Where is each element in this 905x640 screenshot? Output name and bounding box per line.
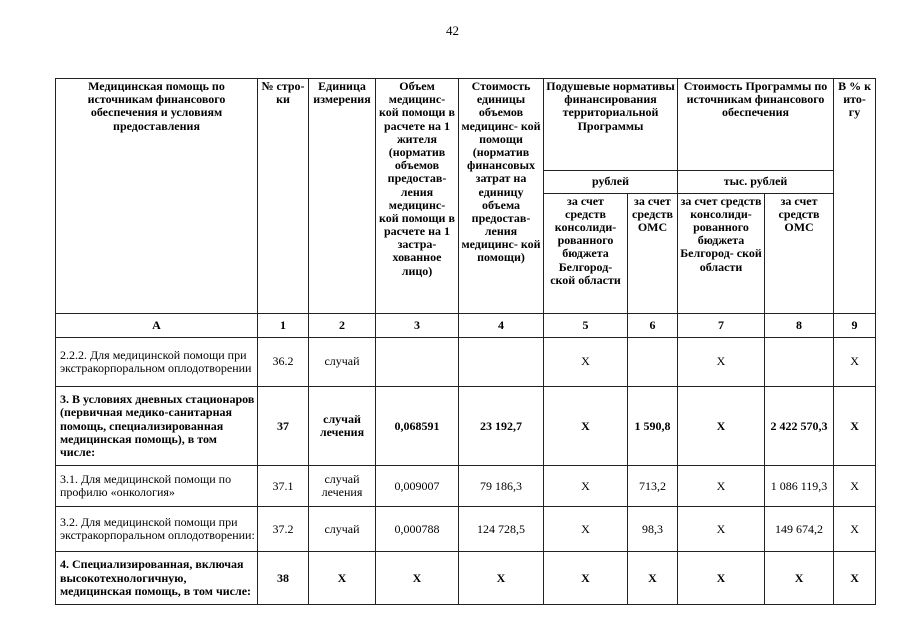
column-number: 1 — [258, 313, 309, 337]
header-cost-budget: за счет средств консолиди- рованного бюджета Белгород- ской области — [678, 193, 765, 313]
row-unit-cost — [459, 337, 544, 386]
row-line-number: 37.2 — [258, 507, 309, 552]
header-group-cost: Стоимость Программы по источникам финансового обеспечения — [678, 79, 834, 171]
program-cost-table — [55, 78, 876, 605]
header-volume: Объем медицинс- кой помощи в расчете на 1 жителя (норматив объемов предостав- ления медицинс- кой помощи в расчете на 1 застра- хованное лицо) — [376, 79, 459, 314]
table-row — [56, 337, 876, 386]
row-cost-budget: X — [678, 507, 765, 552]
row-volume: 0,000788 — [376, 507, 459, 552]
column-number: 6 — [628, 313, 678, 337]
table-row — [56, 552, 876, 605]
row-cost-budget: X — [678, 337, 765, 386]
row-name: 2.2.2. Для медицинской помощи при экстракорпоральном оплодотворении — [56, 337, 258, 386]
column-number: 2 — [309, 313, 376, 337]
table-row — [56, 387, 876, 466]
column-number: А — [56, 313, 258, 337]
page-number: 42 — [446, 23, 459, 38]
table-row — [56, 507, 876, 552]
row-percent: X — [834, 337, 876, 386]
row-unit-cost: 124 728,5 — [459, 507, 544, 552]
header-service-type: Медицинская помощь по источникам финансового обеспечения и условиям предоставления — [56, 79, 258, 314]
row-norm-oms: 1 590,8 — [628, 387, 678, 466]
row-cost-budget: X — [678, 387, 765, 466]
column-number: 4 — [459, 313, 544, 337]
row-norm-budget: X — [544, 466, 628, 507]
row-cost-oms: X — [765, 552, 834, 605]
header-norm-budget: за счет средств консолиди- рованного бюджета Белгород- ской области — [544, 193, 628, 313]
header-units-thousand-rubles: тыс. рублей — [678, 170, 834, 193]
row-unit: X — [309, 552, 376, 605]
row-norm-oms: 713,2 — [628, 466, 678, 507]
row-cost-budget: X — [678, 552, 765, 605]
row-name: 3.2. Для медицинской помощи при экстракорпоральном оплодотворении: — [56, 507, 258, 552]
row-volume: 0,068591 — [376, 387, 459, 466]
row-name: 3. В условиях дневных стационаров (первичная медико-санитарная помощь, специализированная медицинская помощь), в том числе: — [56, 387, 258, 466]
header-unit: Единица измерения — [309, 79, 376, 314]
row-name: 4. Специализированная, включая высокотехнологичную, медицинская помощь, в том числе: — [56, 552, 258, 605]
row-cost-oms: 1 086 119,3 — [765, 466, 834, 507]
row-norm-budget: X — [544, 507, 628, 552]
row-cost-oms: 149 674,2 — [765, 507, 834, 552]
header-line-number: № стро- ки — [258, 79, 309, 314]
row-unit-cost: 23 192,7 — [459, 387, 544, 466]
column-number: 8 — [765, 313, 834, 337]
row-unit-cost: 79 186,3 — [459, 466, 544, 507]
row-line-number: 36.2 — [258, 337, 309, 386]
row-norm-budget: X — [544, 337, 628, 386]
header-unit-cost: Стоимость единицы объемов медицинс- кой помощи (норматив финансовых затрат на единицу объема предостав- ления медицинс- кой помощи) — [459, 79, 544, 314]
row-name: 3.1. Для медицинской помощи по профилю «онкология» — [56, 466, 258, 507]
row-norm-oms: 98,3 — [628, 507, 678, 552]
row-percent: X — [834, 507, 876, 552]
row-unit: случай — [309, 507, 376, 552]
header-group-norms: Подушевые нормативы финансирования территориальной Программы — [544, 79, 678, 171]
row-unit: случай лечения — [309, 466, 376, 507]
row-percent: X — [834, 387, 876, 466]
row-line-number: 38 — [258, 552, 309, 605]
column-number: 5 — [544, 313, 628, 337]
row-percent: X — [834, 466, 876, 507]
header-units-rubles: рублей — [544, 170, 678, 193]
row-norm-oms: X — [628, 552, 678, 605]
column-number: 7 — [678, 313, 765, 337]
row-cost-budget: X — [678, 466, 765, 507]
row-norm-oms — [628, 337, 678, 386]
row-cost-oms — [765, 337, 834, 386]
row-cost-oms: 2 422 570,3 — [765, 387, 834, 466]
row-line-number: 37 — [258, 387, 309, 466]
table-row — [56, 466, 876, 507]
row-norm-budget: X — [544, 387, 628, 466]
row-unit: случай — [309, 337, 376, 386]
row-unit: случай лечения — [309, 387, 376, 466]
row-volume — [376, 337, 459, 386]
row-unit-cost: X — [459, 552, 544, 605]
header-row — [56, 79, 876, 171]
header-norm-oms: за счет средств ОМС — [628, 193, 678, 313]
row-volume: X — [376, 552, 459, 605]
column-number-row — [56, 313, 876, 337]
header-cost-oms: за счет средств ОМС — [765, 193, 834, 313]
row-volume: 0,009007 — [376, 466, 459, 507]
row-percent: X — [834, 552, 876, 605]
column-number: 9 — [834, 313, 876, 337]
row-norm-budget: X — [544, 552, 628, 605]
row-line-number: 37.1 — [258, 466, 309, 507]
column-number: 3 — [376, 313, 459, 337]
header-percent: В % к ито- гу — [834, 79, 876, 314]
